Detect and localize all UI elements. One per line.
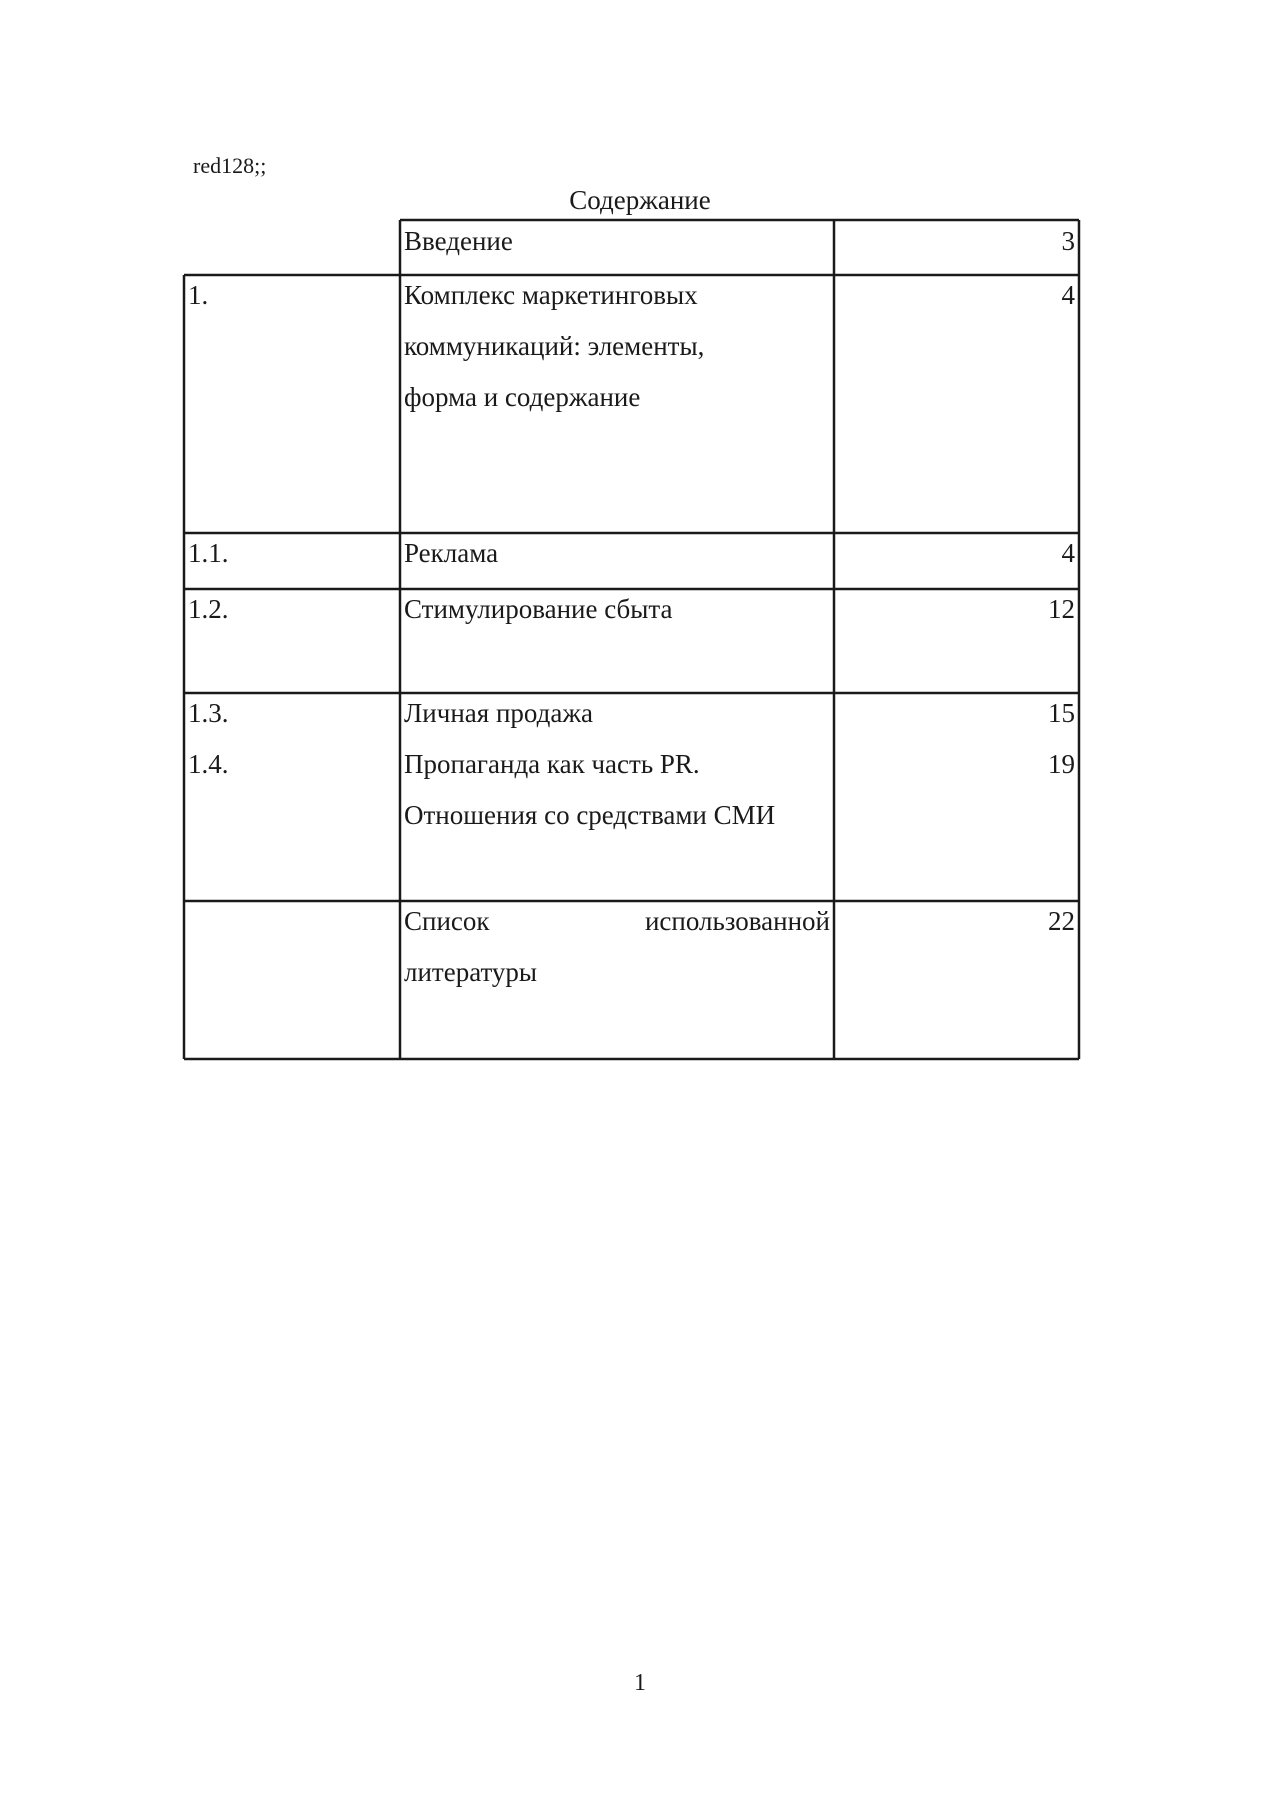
toc-bibliography-title-line [404,896,830,947]
toc-s1-3-number: 1.3. [188,698,229,728]
toc-bibliography-page: 22 [1048,906,1075,936]
stray-code-text: red128;; [193,153,267,178]
toc-s1-2-page: 12 [1048,594,1075,624]
toc-chapter1-page: 4 [1061,280,1075,310]
toc-s1-3-4-numbers [184,688,400,790]
toc-s1-2-title: Стимулирование сбыта [404,594,673,624]
toc-chapter1-title-line: Комплекс маркетинговых [404,280,698,310]
toc-chapter1-number: 1. [188,280,209,310]
toc-bibliography-word: использованной [644,906,830,936]
toc-s1-2-number: 1.2. [188,594,229,624]
toc-chapter1-title-line: коммуникаций: элементы, [404,331,705,361]
document-title: Содержание [569,185,711,215]
toc-s1-1-page: 4 [1061,538,1075,568]
toc-s1-1-title: Реклама [404,538,499,568]
page-number: 1 [634,1670,646,1696]
toc-s1-4-title-line: Пропаганда как часть PR. [404,749,700,779]
toc-s1-1-number: 1.1. [188,538,229,568]
toc-s1-4-page: 19 [1048,749,1075,779]
toc-s1-3-4-pages [834,688,1079,790]
toc-bibliography-word: Список [404,906,490,936]
toc-s1-3-4-titles [400,688,834,841]
toc-s1-3-title: Личная продажа [404,698,593,728]
toc-s1-3-page: 15 [1048,698,1075,728]
toc-intro-page: 3 [1061,226,1075,256]
toc-bibliography-title [400,896,834,998]
toc-chapter1-title-line: форма и содержание [404,382,641,412]
toc-s1-4-number: 1.4. [188,749,229,779]
toc-chapter1-title [400,270,834,423]
toc-bibliography-title-line: литературы [404,957,538,987]
toc-s1-4-title-line: Отношения со средствами СМИ [404,800,776,830]
toc-intro-title: Введение [404,226,513,256]
